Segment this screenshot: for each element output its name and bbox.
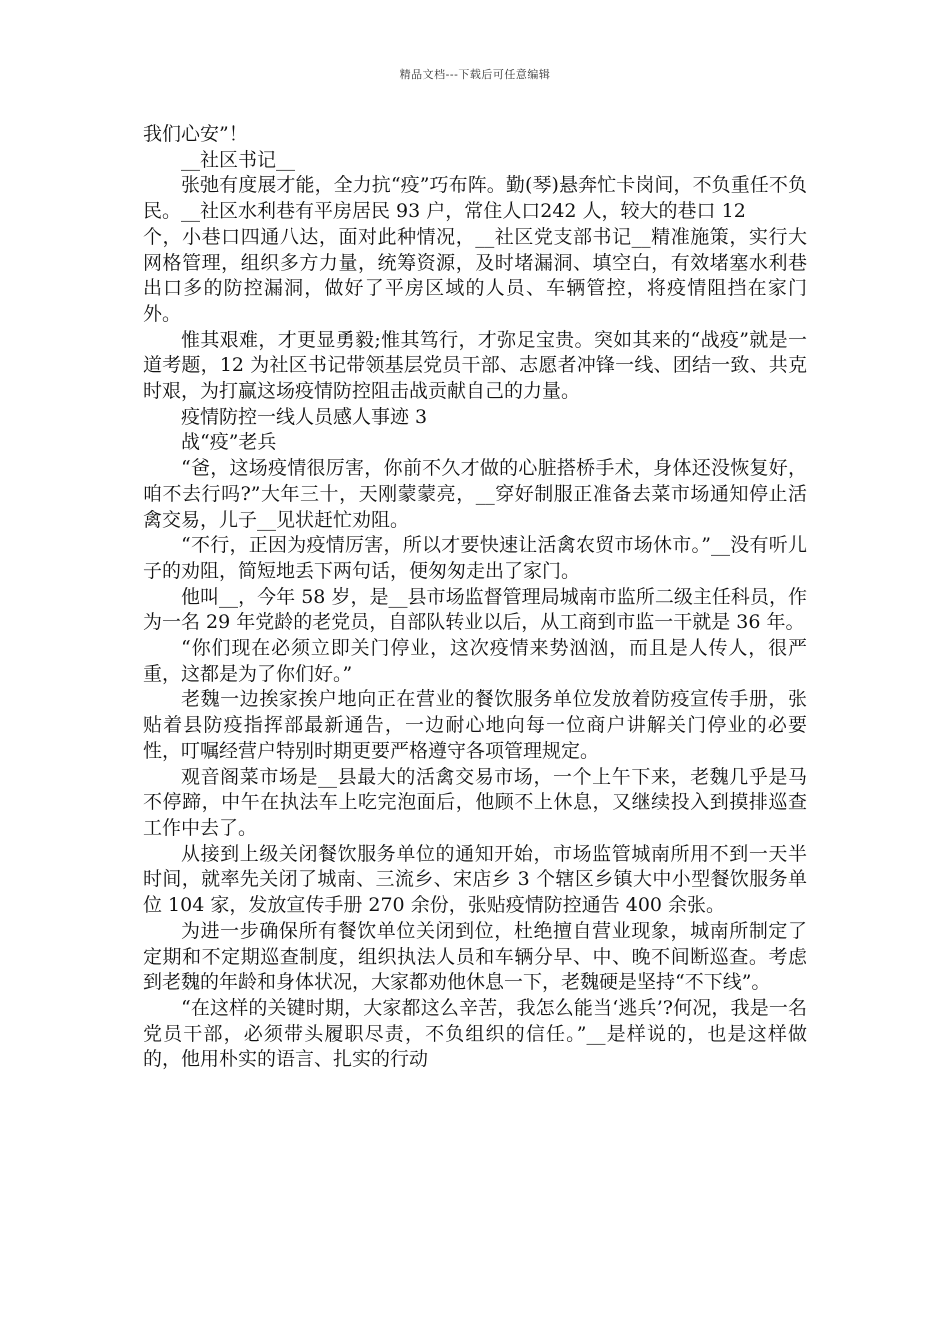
- paragraph-3: 张弛有度展才能，全力抗“疫”巧布阵。勤(琴)悬奔忙卡岗间，不负重任不负民。__社区水利巷有平房居民 93 户，常住人口242 人，较大的巷口 12: [143, 174, 807, 223]
- paragraph-5: 惟其艰难，才更显勇毅;惟其笃行，才弥足宝贵。突如其来的“战疫”就是一道考题，12 为社区书记带领基层党员干部、志愿者冲锋一线、团结一致、共克时艰，为打赢这场疫情防控阻击战贡献自己的力量。: [143, 328, 807, 403]
- section-heading: 疫情防控一线人员感人事迹 3: [181, 405, 428, 428]
- paragraph-9: “不行，正因为疫情厉害，所以才要快速让活禽农贸市场休市。”__没有听儿子的劝阻，简短地丢下两句话，便匆匆走出了家门。: [143, 534, 807, 582]
- document-body: [143, 122, 807, 1073]
- paragraph-4: 个，小巷口四通八达，面对此种情况，__社区党支部书记__精准施策，实行大网格管理，组织多方力量，统筹资源，及时堵漏洞、填空白，有效堵塞水利巷出口多的防控漏洞，做好了平房区域的人员、车辆管控，将疫情阻挡在家门外。: [143, 225, 807, 325]
- paragraph-14: 从接到上级关闭餐饮服务单位的通知开始，市场监管城南所用不到一天半时间，就率先关闭了城南、三流乡、宋店乡 3 个辖区乡镇大中小型餐饮服务单位 104 家，发放宣传手册 270 余份，张贴疫情防控通告 400 余张。: [143, 842, 807, 917]
- paragraph-11: “你们现在必须立即关门停业，这次疫情来势汹汹，而且是人传人，很严重，这都是为了你们好。”: [143, 637, 807, 685]
- paragraph-13: 观音阁菜市场是__县最大的活禽交易市场，一个上午下来，老魏几乎是马不停蹄，中午在执法车上吃完泡面后，他顾不上休息，又继续投入到摸排巡查工作中去了。: [143, 765, 807, 839]
- paragraph-1: 我们心安”！: [143, 123, 248, 145]
- paragraph-2: __社区书记__: [181, 148, 296, 171]
- paragraph-10: 他叫__，今年 58 岁，是__县市场监督管理局城南市监所二级主任科员，作为一名 29 年党龄的老党员，自部队转业以后，从工商到市监一干就是 36 年。: [143, 585, 807, 634]
- section-subtitle: 战“疫”老兵: [181, 431, 277, 454]
- paragraph-15: 为进一步确保所有餐饮单位关闭到位，杜绝擅自营业现象，城南所制定了定期和不定期巡查制度，组织执法人员和车辆分早、中、晚不间断巡查。考虑到老魏的年龄和身体状况，大家都劝他休息一下，老魏硬是坚持“不下线”。: [143, 919, 807, 994]
- page-header: 精品文档---下载后可任意编辑: [399, 68, 551, 81]
- paragraph-12: 老魏一边挨家挨户地向正在营业的餐饮服务单位发放着防疫宣传手册，张贴着县防疫指挥部最新通告，一边耐心地向每一位商户讲解关门停业的必要性，叮嘱经营户特别时期更要严格遵守各项管理规定。: [143, 688, 807, 762]
- paragraph-16: “在这样的关键时期，大家都这么辛苦，我怎么能当‘逃兵’?何况，我是一名党员干部，必须带头履职尽责，不负组织的信任。”__是样说的，也是这样做的，他用朴实的语言、扎实的行动: [143, 996, 807, 1071]
- paragraph-8: “爸，这场疫情很厉害，你前不久才做的心脏搭桥手术，身体还没恢复好，咱不去行吗?”大年三十，天刚蒙蒙亮，__穿好制服正准备去菜市场通知停止活禽交易，儿子__见状赶忙劝阻。: [143, 457, 807, 531]
